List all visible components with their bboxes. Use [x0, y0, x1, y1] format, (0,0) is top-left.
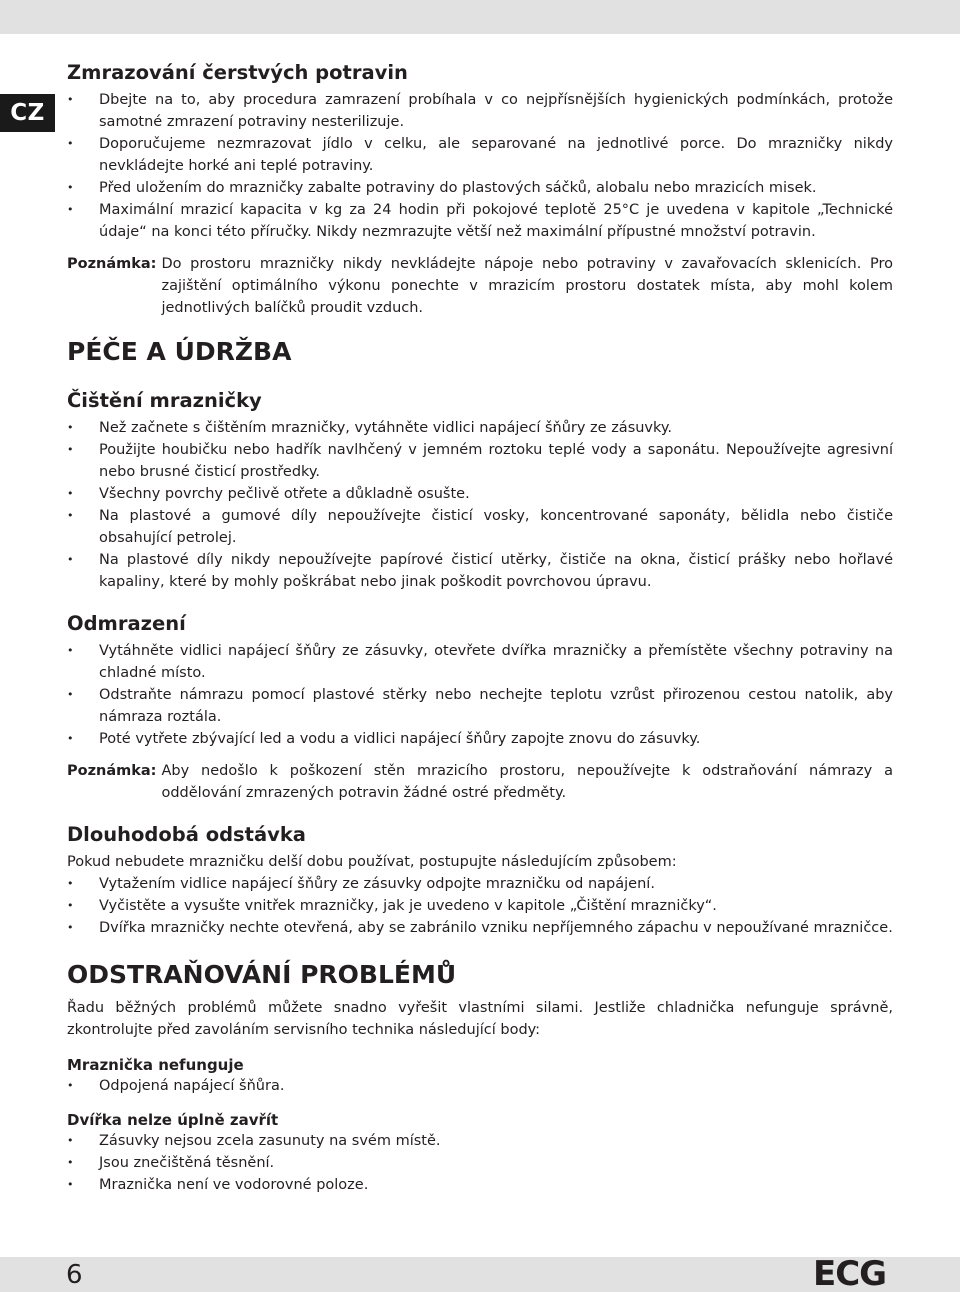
list-item: • Vytáhněte vidlici napájecí šňůry ze zásuvky, otevřete dvířka mrazničky a přemístěte všechny potraviny na chladné místo.	[67, 640, 893, 684]
heading-care: PÉČE A ÚDRŽBA	[67, 337, 292, 366]
list-item: • Použijte houbičku nebo hadřík navlhčený v jemném roztoku teplé vody a saponátu. Nepoužívejte agresivní nebo brusné čisticí prostředky.	[67, 439, 893, 483]
note-label: Poznámka:	[67, 763, 157, 779]
heading-freezing: Zmrazování čerstvých potravin	[67, 61, 408, 84]
list-item: • Poté vytřete zbývající led a vodu a vidlici napájecí šňůry zapojte znovu do zásuvky.	[67, 728, 893, 750]
list-not-working	[67, 1075, 893, 1097]
list-defrost	[67, 640, 893, 750]
list-item: • Maximální mrazicí kapacita v kg za 24 hodin při pokojové teplotě 25°C je uvedena v kapitole „Technické údaje“ na konci této příručky. Nikdy nezmrazujte větší než maximální přípustné množství potravin.	[67, 199, 893, 243]
heading-defrost: Odmrazení	[67, 612, 186, 635]
list-item: • Zásuvky nejsou zcela zasunuty na svém místě.	[67, 1130, 893, 1152]
list-item: • Dbejte na to, aby procedura zamrazení probíhala v co nejpřísnějších hygienických podmínkách, protože samotné zmrazení potraviny nesterilizuje.	[67, 89, 893, 133]
page-number: 6	[66, 1260, 83, 1290]
heading-door: Dvířka nelze úplně zavřít	[67, 1111, 279, 1129]
list-item: • Vyčistěte a vysušte vnitřek mrazničky, jak je uvedeno v kapitole „Čištění mrazničky“.	[67, 895, 893, 917]
list-cleaning	[67, 417, 893, 593]
longterm-intro: Pokud nebudete mrazničku delší dobu používat, postupujte následujícím způsobem:	[67, 854, 677, 870]
heading-cleaning: Čištění mrazničky	[67, 389, 262, 412]
list-item: • Odpojená napájecí šňůra.	[67, 1075, 893, 1097]
list-item: • Všechny povrchy pečlivě otřete a důkladně osušte.	[67, 483, 893, 505]
list-item: • Odstraňte námrazu pomocí plastové stěrky nebo nechejte teplotu vzrůst přirozenou cestou natolik, aby námraza roztála.	[67, 684, 893, 728]
note-label: Poznámka:	[67, 256, 157, 272]
list-item: • Mraznička není ve vodorovné poloze.	[67, 1174, 893, 1196]
note-defrost	[67, 760, 893, 804]
heading-troubleshooting: ODSTRAŇOVÁNÍ PROBLÉMŮ	[67, 960, 457, 989]
list-longterm	[67, 873, 893, 939]
list-freezing	[67, 89, 893, 243]
list-item: • Před uložením do mrazničky zabalte potraviny do plastových sáčků, alobalu nebo mrazicích misek.	[67, 177, 893, 199]
list-item: • Jsou znečištěná těsnění.	[67, 1152, 893, 1174]
language-tab: CZ	[0, 94, 55, 132]
heading-not-working: Mraznička nefunguje	[67, 1056, 244, 1074]
troubleshooting-intro: Řadu běžných problémů můžete snadno vyřešit vlastními silami. Jestliže chladnička nefunguje správně, zkontrolujte před zavoláním servisního technika následující body:	[67, 1000, 893, 1038]
top-band	[0, 0, 960, 34]
list-item: • Na plastové díly nikdy nepoužívejte papírové čisticí utěrky, čističe na okna, čisticí prášky nebo hořlavé kapaliny, které by mohly poškrábat nebo jinak poškodit povrchovou úpravu.	[67, 549, 893, 593]
note-text: Aby nedošlo k poškození stěn mrazicího prostoru, nepoužívejte k odstraňování námrazy a oddělování zmrazených potravin žádné ostré předměty.	[161, 763, 893, 801]
list-door	[67, 1130, 893, 1196]
list-item: • Dvířka mrazničky nechte otevřená, aby se zabránilo vzniku nepříjemného zápachu v nepoužívané mrazničce.	[67, 917, 893, 939]
list-item: • Na plastové a gumové díly nepoužívejte čisticí vosky, koncentrované saponáty, bělidla nebo čističe obsahující petrolej.	[67, 505, 893, 549]
list-item: • Vytažením vidlice napájecí šňůry ze zásuvky odpojte mrazničku od napájení.	[67, 873, 893, 895]
list-item: • Než začnete s čištěním mrazničky, vytáhněte vidlici napájecí šňůry ze zásuvky.	[67, 417, 893, 439]
list-item: • Doporučujeme nezmrazovat jídlo v celku, ale separované na jednotlivé porce. Do mrazničky nikdy nevkládejte horké ani teplé potraviny.	[67, 133, 893, 177]
heading-longterm: Dlouhodobá odstávka	[67, 823, 306, 846]
page-content	[67, 60, 893, 1196]
brand-logo: ECG	[813, 1254, 887, 1294]
note-freezing	[67, 253, 893, 319]
note-text: Do prostoru mrazničky nikdy nevkládejte nápoje nebo potraviny v zavařovacích sklenicích. Pro zajištění optimálního výkonu ponechte v mrazicím prostoru dostatek místa, aby mohl kolem jednotlivých balíčků proudit vzduch.	[161, 256, 893, 316]
